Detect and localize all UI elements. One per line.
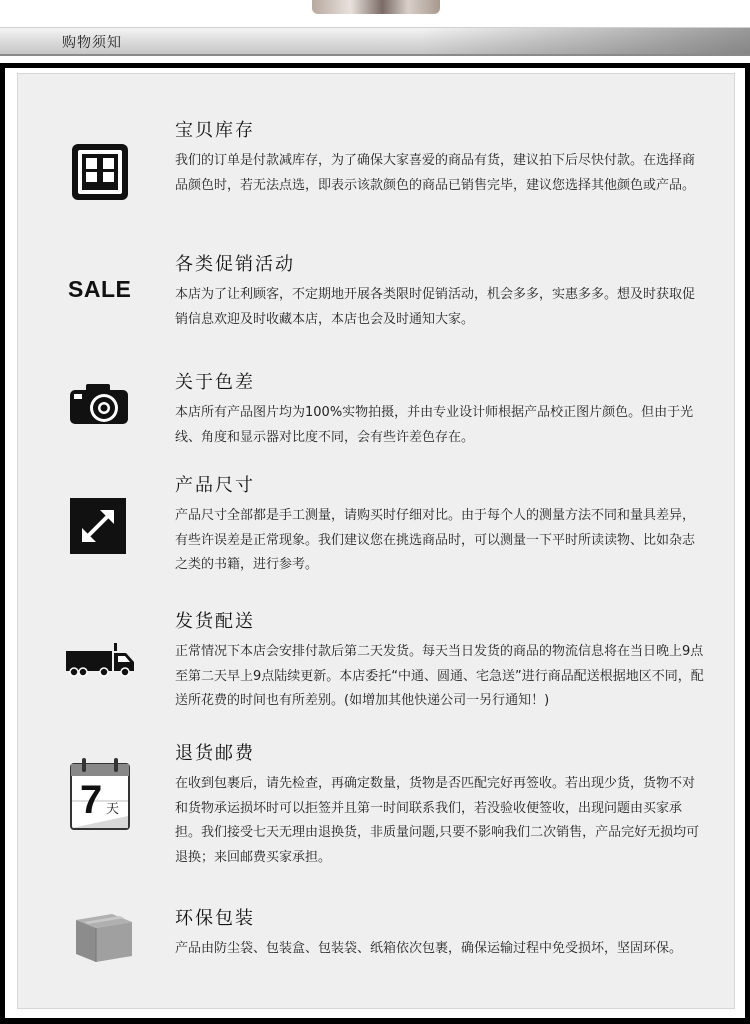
item-title: 宝贝库存: [175, 120, 255, 141]
item-text: 本店为了让利顾客，不定期地开展各类限时促销活动，机会多多，实惠多多。想及时获取促销信息欢迎及时收藏本店，本店也会及时通知大家。: [175, 287, 696, 327]
item-text: 产品尺寸全部都是手工测量，请购买时仔细对比。由于每个人的测量方法不同和量具差异，有些许误差是正常现象。我们建议您在挑选商品时，可以测量一下平时所读读物、比如杂志之类的书籍，进行参考。: [175, 508, 696, 572]
item-title: 发货配送: [175, 611, 255, 632]
product-photo-fragment: [312, 0, 440, 14]
item-title: 产品尺寸: [175, 475, 255, 496]
item-title: 各类促销活动: [175, 254, 295, 275]
notice-frame: [0, 63, 750, 1024]
box-icon: [70, 910, 136, 964]
item-text: 产品由防尘袋、包装盒、包装袋、纸箱依次包裹，确保运输过程中免受损坏，坚固环保。: [175, 941, 683, 956]
item-title: 关于色差: [175, 372, 255, 393]
window-icon: [70, 142, 130, 202]
calendar-unit: 天: [106, 802, 120, 817]
item-title: 环保包装: [175, 908, 255, 929]
item-text: 本店所有产品图片均为100%实物拍摄，并由专业设计师根据产品校正图片颜色。但由于光线、角度和显示器对比度不同，会有些许差色存在。: [175, 405, 694, 445]
calendar-number: 7: [80, 778, 103, 822]
sale-icon: SALE: [68, 276, 132, 302]
item-text: 正常情况下本店会安排付款后第二天发货。每天当日发货的商品的物流信息将在当日晚上9点至第二天早上9点陆续更新。本店委托“中通、圆通、宅急送”进行商品配送根据地区不同，配送所花费的时间也有所差别。(如增加其他快递公司一另行通知！): [175, 644, 704, 708]
item-text: 我们的订单是付款减库存，为了确保大家喜爱的商品有货，建议拍下后尽快付款。在选择商品颜色时，若无法点选，即表示该款颜色的商品已销售完毕，建议您选择其他颜色或产品。: [175, 153, 696, 193]
section-header-bar: [0, 27, 750, 56]
item-title: 退货邮费: [175, 743, 255, 764]
top-strip: [0, 0, 750, 20]
truck-icon: [66, 643, 136, 677]
notice-panel: [17, 73, 735, 1009]
item-text: 在收到包裹后，请先检查，再确定数量，货物是否匹配完好再签收。若出现少货，货物不对和货物承运损坏时可以拒签并且第一时间联系我们，若没验收便签收，出现问题由买家承担。我们接受七天无理由退换货，非质量问题,只要不影响我们二次销售，产品完好无损均可退换；来回邮费买家承担。: [175, 776, 700, 865]
calendar-icon: [70, 756, 130, 830]
section-header-title: 购物须知: [62, 35, 122, 51]
camera-icon: [68, 382, 130, 426]
resize-arrow-icon: [70, 498, 126, 554]
